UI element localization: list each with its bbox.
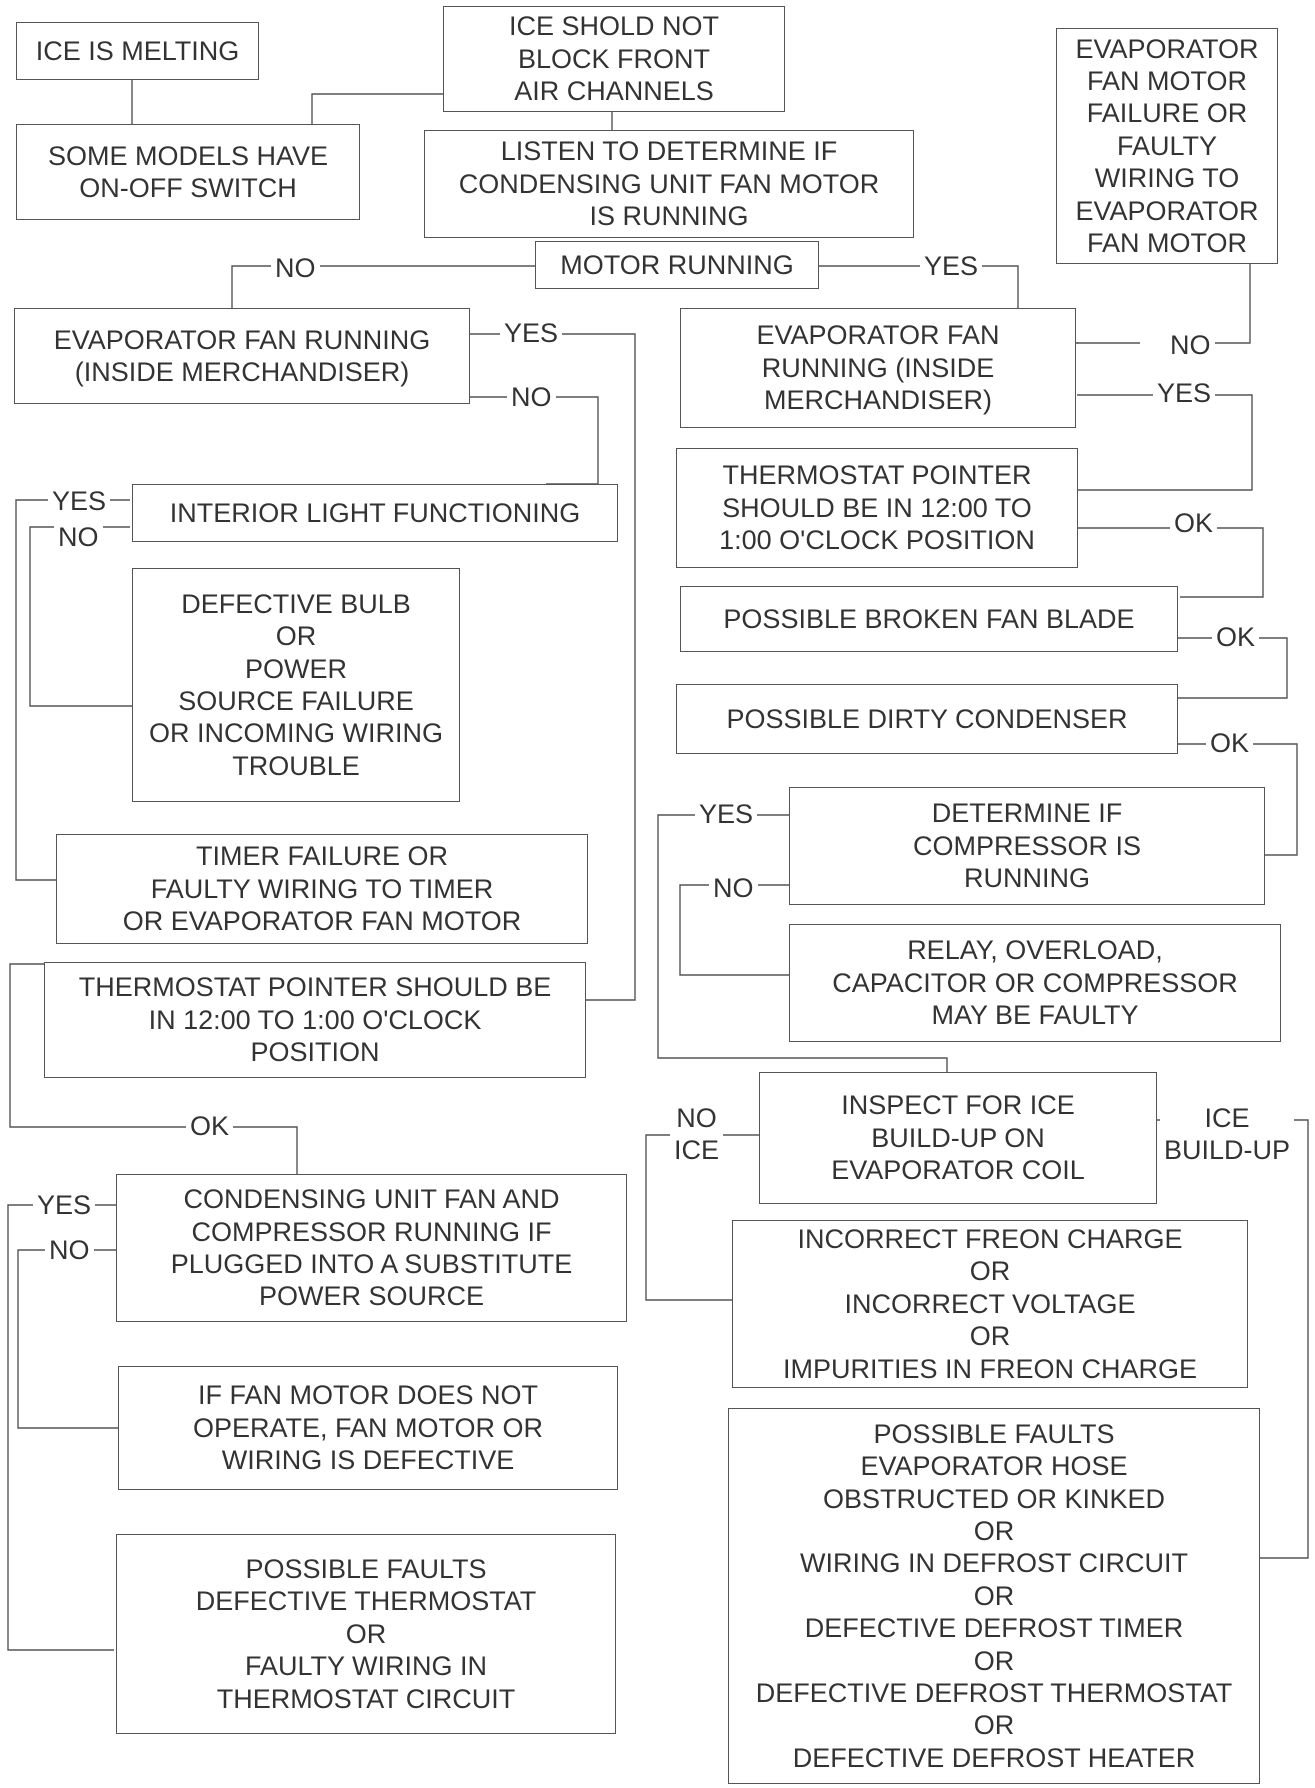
connector xyxy=(30,527,132,706)
edge-label-no: NO xyxy=(507,381,556,413)
edge-label-no: NO xyxy=(45,1234,94,1266)
inspect-ice-box: INSPECT FOR ICE BUILD-UP ON EVAPORATOR COIL xyxy=(759,1072,1157,1204)
evaporator-fan-running-right-box: EVAPORATOR FAN RUNNING (INSIDE MERCHANDISER) xyxy=(680,308,1076,428)
connector xyxy=(16,500,130,880)
evaporator-fan-motor-failure-box: EVAPORATOR FAN MOTOR FAILURE OR FAULTY WIRING TO EVAPORATOR FAN MOTOR xyxy=(1056,28,1278,264)
edge-label-yes: YES xyxy=(695,798,757,830)
edge-label-ice-build-up: ICE BUILD-UP xyxy=(1160,1102,1294,1167)
broken-fan-blade-box: POSSIBLE BROKEN FAN BLADE xyxy=(680,586,1178,652)
edge-label-ok: OK xyxy=(1212,621,1259,653)
on-off-switch-box: SOME MODELS HAVE ON-OFF SWITCH xyxy=(16,124,360,220)
timer-failure-box: TIMER FAILURE OR FAULTY WIRING TO TIMER OR EVAPORATOR FAN MOTOR xyxy=(56,834,588,944)
dirty-condenser-box: POSSIBLE DIRTY CONDENSER xyxy=(676,684,1178,754)
thermostat-pointer-right-box: THERMOSTAT POINTER SHOULD BE IN 12:00 TO 1:00 O'CLOCK POSITION xyxy=(676,448,1078,568)
edge-label-ok: OK xyxy=(1206,727,1253,759)
interior-light-box: INTERIOR LIGHT FUNCTIONING xyxy=(132,484,618,542)
ice-melting-box: ICE IS MELTING xyxy=(16,22,259,80)
incorrect-freon-box: INCORRECT FREON CHARGE OR INCORRECT VOLTAGE OR IMPURITIES IN FREON CHARGE xyxy=(732,1220,1248,1388)
connector xyxy=(18,1250,118,1428)
edge-label-yes: YES xyxy=(33,1189,95,1221)
edge-label-ok: OK xyxy=(186,1110,233,1142)
edge-label-yes: YES xyxy=(500,317,562,349)
ice-should-not-block-box: ICE SHOLD NOT BLOCK FRONT AIR CHANNELS xyxy=(443,6,785,112)
edge-label-no-ice: NO ICE xyxy=(670,1102,723,1167)
relay-overload-box: RELAY, OVERLOAD, CAPACITOR OR COMPRESSOR MAY BE FAULTY xyxy=(789,924,1281,1042)
listen-condensing-unit-box: LISTEN TO DETERMINE IF CONDENSING UNIT FAN MOTOR IS RUNNING xyxy=(424,130,914,238)
motor-running-box: MOTOR RUNNING xyxy=(535,241,819,289)
connector xyxy=(312,94,444,126)
condensing-substitute-power-box: CONDENSING UNIT FAN AND COMPRESSOR RUNNING IF PLUGGED INTO A SUBSTITUTE POWER SOURCE xyxy=(116,1174,627,1322)
edge-label-no: NO xyxy=(54,521,103,553)
edge-label-yes: YES xyxy=(48,485,110,517)
evaporator-fan-running-left-box: EVAPORATOR FAN RUNNING (INSIDE MERCHANDISER) xyxy=(14,308,470,404)
thermostat-pointer-left-box: THERMOSTAT POINTER SHOULD BE IN 12:00 TO 1:00 O'CLOCK POSITION xyxy=(44,962,586,1078)
defective-bulb-box: DEFECTIVE BULB OR POWER SOURCE FAILURE OR INCOMING WIRING TROUBLE xyxy=(132,568,460,802)
edge-label-no: NO xyxy=(709,872,758,904)
fan-motor-not-operate-box: IF FAN MOTOR DOES NOT OPERATE, FAN MOTOR OR WIRING IS DEFECTIVE xyxy=(118,1366,618,1490)
edge-label-ok: OK xyxy=(1170,507,1217,539)
possible-faults-thermostat-box: POSSIBLE FAULTS DEFECTIVE THERMOSTAT OR FAULTY WIRING IN THERMOSTAT CIRCUIT xyxy=(116,1534,616,1734)
determine-compressor-box: DETERMINE IF COMPRESSOR IS RUNNING xyxy=(789,787,1265,905)
edge-label-yes: YES xyxy=(920,250,982,282)
edge-label-no: NO xyxy=(1166,329,1215,361)
possible-faults-defrost-box: POSSIBLE FAULTS EVAPORATOR HOSE OBSTRUCTED OR KINKED OR WIRING IN DEFROST CIRCUIT OR DEFECTIVE DEFROST TIMER OR DEFECTIVE DEFROST THERMOSTAT OR DEFECTIVE DEFROST HEATER xyxy=(728,1408,1260,1784)
edge-label-no: NO xyxy=(271,252,320,284)
edge-label-yes: YES xyxy=(1153,377,1215,409)
